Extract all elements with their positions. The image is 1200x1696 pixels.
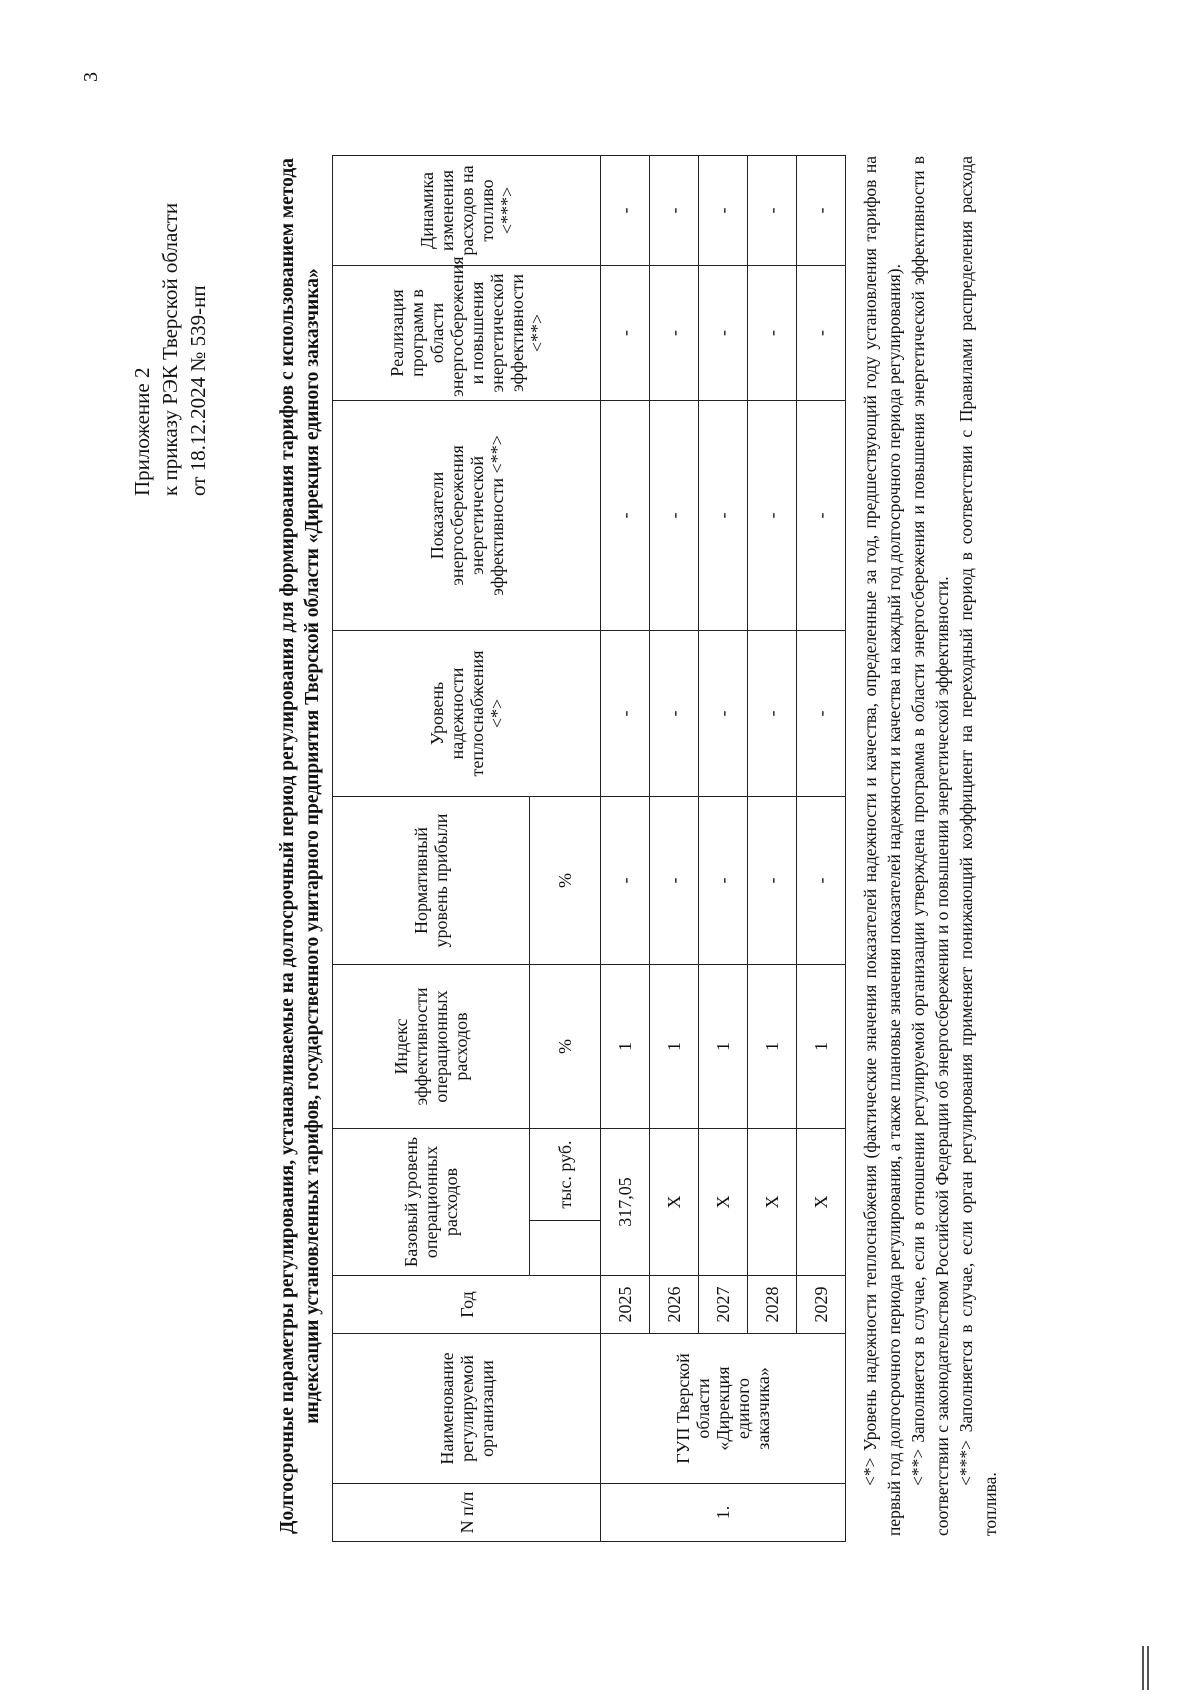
header-reliability: Уровень надежности теплоснабжения <*> <box>333 631 601 797</box>
cell-fuel: - <box>601 156 650 266</box>
cell-reliability: - <box>797 631 846 797</box>
cell-base: 317,05 <box>601 1129 650 1276</box>
cell-profit: - <box>748 797 797 965</box>
cell-year: 2027 <box>699 1276 748 1334</box>
table-row <box>601 156 650 1542</box>
cell-energy: - <box>748 401 797 631</box>
table-header-row <box>333 156 530 1542</box>
cell-profit: - <box>601 797 650 965</box>
cell-base: X <box>699 1129 748 1276</box>
header-profit-level: Нормативный уровень прибыли <box>333 797 530 965</box>
cell-reliability: - <box>650 631 699 797</box>
cell-year: 2025 <box>601 1276 650 1334</box>
cell-energy: - <box>601 401 650 631</box>
header-num: N п/п <box>333 1484 601 1542</box>
document-title: Долгосрочные параметры регулирования, устанавливаемые на долгосрочный период регулирования для формирования тарифов с использованием метода индексации установленных тарифов, государственного унитарного предприятия Тверской области «Дирекция единого заказчика» <box>277 158 323 1534</box>
header-organization: Наименование регулируемой организации <box>333 1334 601 1484</box>
units-spacer <box>530 1221 601 1276</box>
cell-fuel: - <box>699 156 748 266</box>
cell-reliability: - <box>601 631 650 797</box>
cell-reliability: - <box>699 631 748 797</box>
header-fuel-dynamics: Динамика изменения расходов на топливо <***> <box>333 156 601 266</box>
cell-programs: - <box>797 266 846 401</box>
cell-year: 2029 <box>797 1276 846 1334</box>
units-profit: % <box>530 797 601 965</box>
cell-fuel: - <box>650 156 699 266</box>
units-base: тыс. руб. <box>530 1129 601 1221</box>
cell-base: X <box>797 1129 846 1276</box>
cell-reliability: - <box>748 631 797 797</box>
cell-profit: - <box>699 797 748 965</box>
footnotes <box>858 156 1002 1536</box>
cell-profit: - <box>650 797 699 965</box>
cell-programs: - <box>748 266 797 401</box>
appendix-order: к приказу РЭК Тверской области <box>158 202 182 496</box>
cell-energy: - <box>797 401 846 631</box>
cell-index: 1 <box>797 965 846 1129</box>
appendix-title: Приложение 2 <box>130 367 154 496</box>
cell-year: 2026 <box>650 1276 699 1334</box>
header-energy-indicators: Показатели энергосбережения энергетической эффективности <**> <box>333 401 601 631</box>
cell-index: 1 <box>650 965 699 1129</box>
cell-base: X <box>748 1129 797 1276</box>
row-number: 1. <box>601 1484 846 1542</box>
cell-base: X <box>650 1129 699 1276</box>
page-number: 3 <box>80 72 102 82</box>
cell-index: 1 <box>601 965 650 1129</box>
appendix-header <box>128 203 212 496</box>
cell-programs: - <box>601 266 650 401</box>
parameters-table <box>332 155 846 1542</box>
units-index: % <box>530 965 601 1129</box>
cell-index: 1 <box>748 965 797 1129</box>
cell-programs: - <box>650 266 699 401</box>
cell-energy: - <box>650 401 699 631</box>
cell-fuel: - <box>797 156 846 266</box>
appendix-date: от 18.12.2024 № 539-нп <box>186 285 210 496</box>
cell-programs: - <box>699 266 748 401</box>
cell-year: 2028 <box>748 1276 797 1334</box>
header-energy-programs: Реализация программ в области энергосбережения и повышения энергетической эффективности <**> <box>333 266 601 401</box>
header-base-costs: Базовый уровень операционных расходов <box>333 1129 530 1276</box>
footnote-energy-saving: <**> Заполняется в случае, если в отношении регулируемой организации утверждена программа в области энергосбережения и повышения энергетической эффективности в соответствии с законодательством Российской Федерации об энергосбережении и о повышении энергетической эффективности. <box>908 156 952 1536</box>
footnote-fuel: <***> Заполняется в случае, если орган регулирования применяет понижающий коэффициент на переходный период в соответствии с Правилами распределения расхода топлива. <box>956 156 1000 1536</box>
organization-name: ГУП Тверской области «Дирекция единого заказчика» <box>601 1334 846 1484</box>
cell-profit: - <box>797 797 846 965</box>
cell-index: 1 <box>699 965 748 1129</box>
footnote-reliability: <*> Уровень надежности теплоснабжения (фактические значения показателей надежности и качества, определенные за год, предшествующий году установления тарифов на первый год долгосрочного периода регулирования, а также плановые значения показателей надежности и качества на каждый год долгосрочного периода регулирования). <box>860 156 904 1536</box>
scan-mark <box>1142 1646 1149 1690</box>
header-year: Год <box>333 1276 601 1334</box>
cell-fuel: - <box>748 156 797 266</box>
cell-energy: - <box>699 401 748 631</box>
header-efficiency-index: Индекс эффективности операционных расходов <box>333 965 530 1129</box>
